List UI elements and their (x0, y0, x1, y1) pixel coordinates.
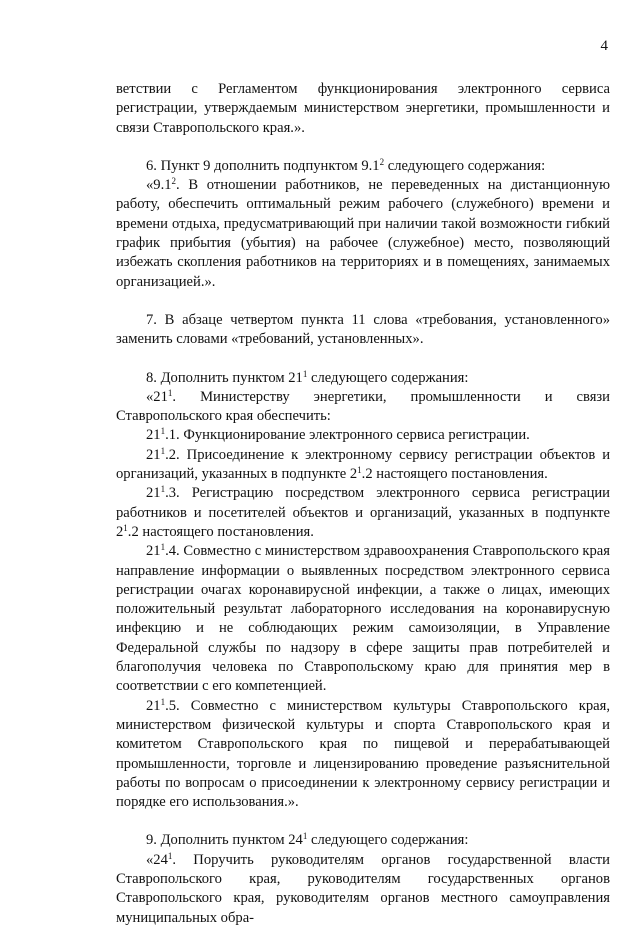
paragraph-item-6: 6. Пункт 9 дополнить подпунктом $9.1^2$ следующего содержания: (146, 156, 546, 174)
paragraph-subitem-21-1-3: $21^1.3$. Регистрацию посредством электронного сервиса регистрации работников и посетителей объектов и организаций, указанных в подпункте $2^1.2$ настоящего постановления. (116, 484, 610, 540)
paragraph-item-9: 9. Дополнить пунктом $24^1$ следующего содержания: (146, 831, 469, 849)
paragraph-subitem-21-1-1: $21^1.1$. Функционирование электронного сервиса регистрации. (146, 426, 530, 444)
paragraph-subitem-21-1-4: $21^1.4$. Совместно с министерством здравоохранения Ставропольского края направление информации о выявленных посредством электронного сервиса регистрации очагах коронавирусной инфекции, а также о лицах, имеющих положительный результат лабораторного исследования на коронавирусную инфекцию и не соблюдающих режим самоизоляции, в Управление Федеральной службы по надзору в сфере защиты прав потребителей и благополучия человека по Ставропольскому краю для принятия мер в соответствии с его компетенцией. (116, 542, 610, 695)
paragraph-subitem-21-1-2: $21^1.2$. Присоединение к электронному сервису регистрации объектов и организаций, указанных в подпункте $2^1.2$ настоящего постановления. (116, 445, 610, 483)
paragraph-item-7: 7. В абзаце четвертом пункта 11 слова «требования, установленного» заменить словами «требований, установленных». (116, 311, 610, 348)
paragraph-continuation: ветствии с Регламентом функционирования электронного сервиса регистрации, утверждаемым министерством энергетики, промышленности и связи Ставропольского края.». (116, 81, 610, 136)
paragraph-subitem-9-1-2: «$9.1^2$. В отношении работников, не переведенных на дистанционную работу, обеспечить оптимальный режим рабочего (служебного) времени и времени отдыха, предусматривающий при наличии такой возможности гибкий график прибытия (убытия) на рабочее (служебное) место, позволяющий избежать скопления работников на территориях и в помещениях, занимаемых организацией.». (116, 176, 610, 290)
paragraph-item-8: 8. Дополнить пунктом $21^1$ следующего содержания: (146, 368, 469, 386)
paragraph-subitem-21-1-5: $21^1.5$. Совместно с министерством культуры Ставропольского края, министерством физической культуры и спорта Ставропольского края и комитетом Ставропольского края по пищевой и перерабатывающей промышленности, торговле и лицензированию проведение разъяснительной работы по вопросам о присоединении к электронному сервису регистрации и порядке его использования.». (116, 696, 610, 811)
document-body (116, 80, 610, 928)
paragraph-item-24-1: «$24^1$. Поручить руководителям органов государственной власти Ставропольского края, руководителям государственных органов Ставропольского края, руководителям органов местного самоуправления муниципальных обра- (116, 850, 610, 926)
paragraph-item-21-1: «$21^1$. Министерству энергетики, промышленности и связи Ставропольского края обеспечить: (116, 387, 610, 425)
page-number: 4 (600, 38, 608, 54)
